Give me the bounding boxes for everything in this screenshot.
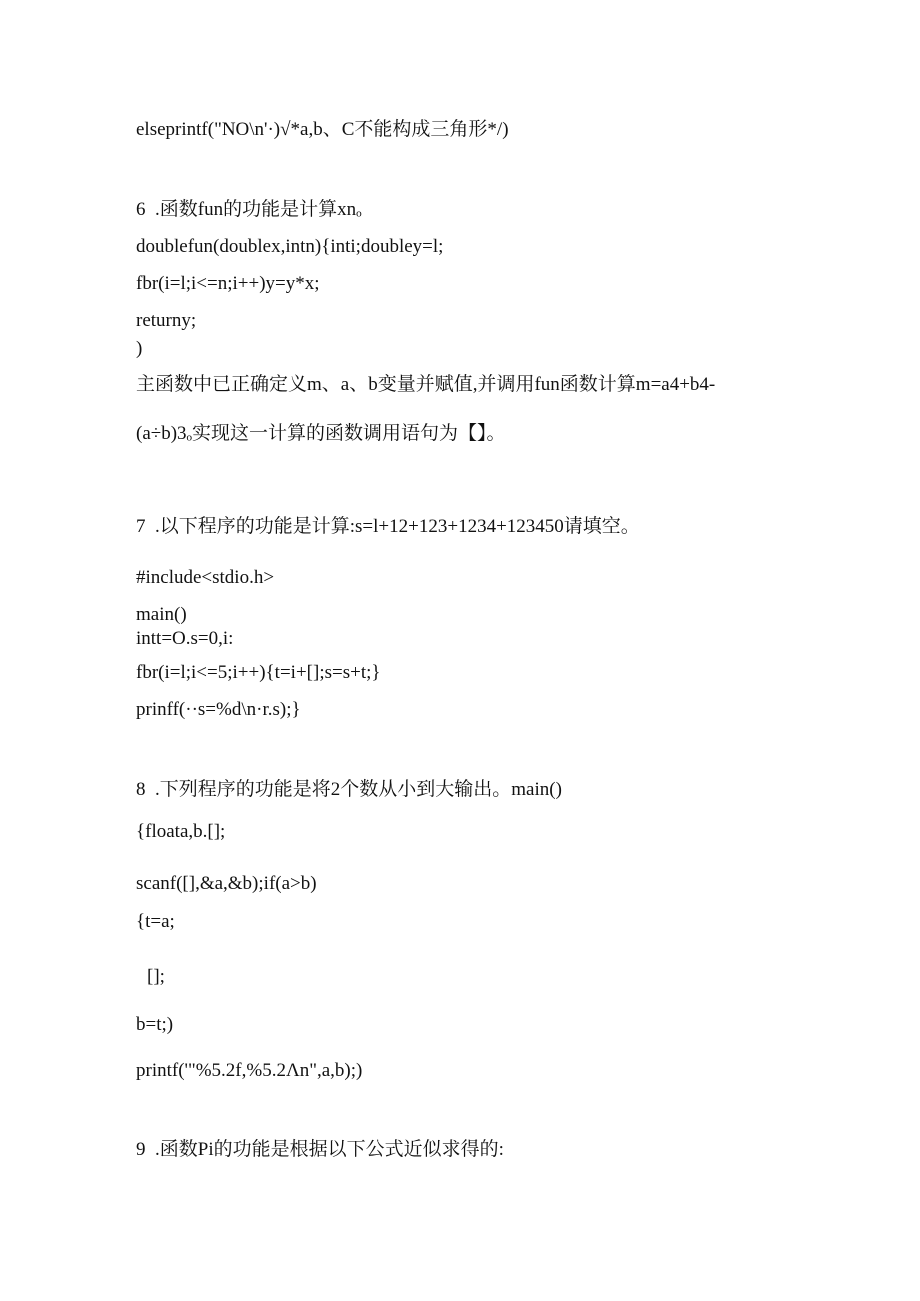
code-line-closing: ) [136, 338, 143, 359]
question-6-text-line-1: 主函数中已正确定义m、a、b变量并赋值,并调用fun函数计算m=a4+b4- [136, 374, 716, 395]
question-7-heading: 7 .以下程序的功能是计算:s=l+12+123+1234+123450请填空。 [136, 516, 640, 537]
code-line-float-decl: {floata,b.[]; [136, 821, 226, 842]
code-line-blank-fill: []; [147, 966, 165, 987]
code-line-declare: intt=O.s=0,i: [136, 628, 234, 649]
code-line-swap-close: b=t;) [136, 1014, 174, 1035]
code-line-for-loop-7: fbr(i=l;i<=5;i++){t=i+[];s=s+t;} [136, 662, 381, 683]
code-line-scanf: scanf([],&a,&b);if(a>b) [136, 873, 317, 894]
code-line-for-loop: fbr(i=l;i<=n;i++)y=y*x; [136, 273, 320, 294]
code-line-elseprintf: elseprintf("NO\n'·)√*a,b、C不能构成三角形*/) [136, 119, 509, 140]
code-line-include: #include<stdio.h> [136, 567, 275, 588]
code-line-printf-7: prinff(··s=%d\n·r.s);} [136, 699, 301, 720]
question-6-heading: 6 .函数fun的功能是计算xnₒ [136, 199, 362, 220]
code-line-main: main() [136, 604, 187, 625]
code-line-swap-open: {t=a; [136, 911, 175, 932]
code-line-doublefun: doublefun(doublex,intn){inti;doubley=l; [136, 236, 444, 257]
question-8-heading: 8 .下列程序的功能是将2个数从小到大输出。main() [136, 779, 562, 800]
question-9-heading: 9 .函数Pi的功能是根据以下公式近似求得的: [136, 1139, 504, 1160]
question-6-text-line-2: (a÷b)3ₒ实现这一计算的函数调用语句为【】。 [136, 423, 506, 444]
code-line-printf-8: printf('"%5.2f,%5.2Λn",a,b);) [136, 1060, 363, 1081]
code-line-return: returny; [136, 310, 197, 331]
